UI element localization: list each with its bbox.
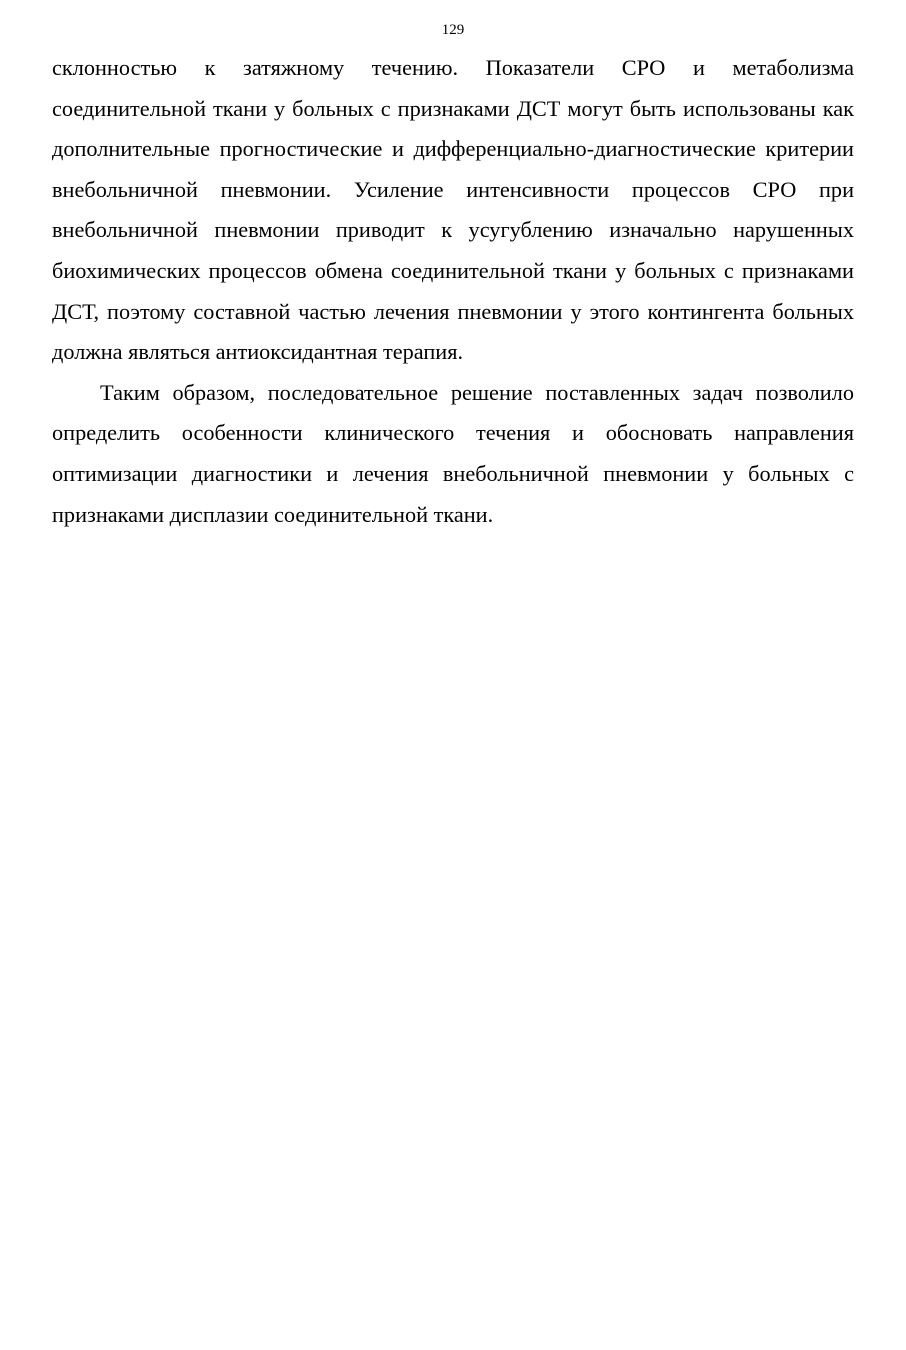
- page-number: 129: [441, 22, 465, 38]
- paragraph-continuation: склонностью к затяжному течению. Показатели СРО и метаболизма соединительной ткани у больных с признаками ДСТ могут быть использованы как дополнительные прогностические и дифференциально-диагностические критерии внебольничной пневмонии. Усиление интенсивности процессов СРО при внебольничной пневмонии приводит к усугублению изначально нарушенных биохимических процессов обмена соединительной ткани у больных с признаками ДСТ, поэтому составной частью лечения пневмонии у этого контингента больных должна являться антиоксидантная терапия.: [52, 55, 854, 365]
- paragraph-conclusion: Таким образом, последовательное решение поставленных задач позволило определить особенности клинического течения и обосновать направления оптимизации диагностики и лечения внебольничной пневмонии у больных с признаками дисплазии соединительной ткани.: [52, 379, 854, 527]
- document-body: [52, 48, 854, 535]
